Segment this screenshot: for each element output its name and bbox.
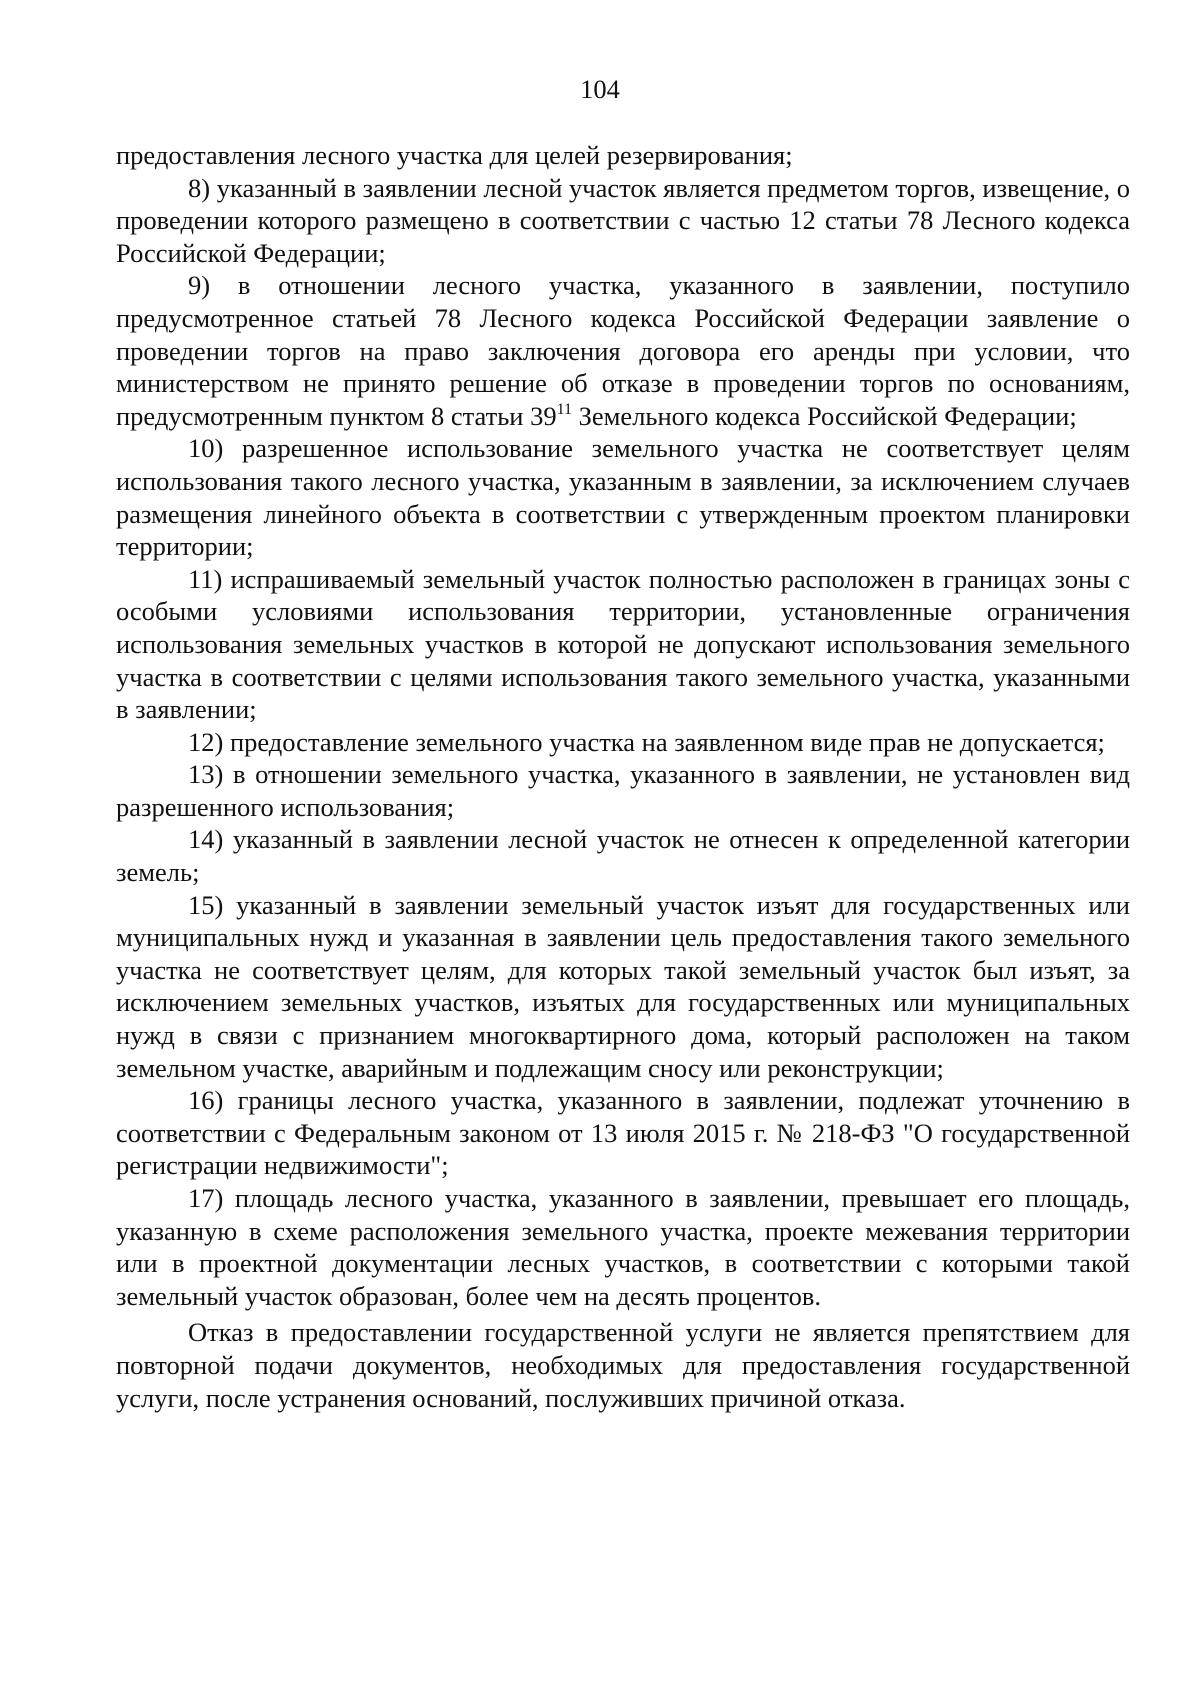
paragraph-item-17: 17) площадь лесного участка, указанного в заявлении, превышает его площадь, указанную в схеме расположения земельного участка, проекте межевания территории или в проектной документации лесных участков, в соответствии с которыми такой земельный участок образован, более чем на десять процентов. [116, 1183, 1130, 1311]
paragraph-item-16: 16) границы лесного участка, указанного в заявлении, подлежат уточнению в соответствии с Федеральным законом от 13 июля 2015 г. № 218-ФЗ "О государственной регистрации недвижимости"; [116, 1085, 1130, 1181]
page-number: 104 [580, 74, 620, 104]
document-body [116, 139, 1130, 1414]
paragraph-item-11: 11) испрашиваемый земельный участок полностью расположен в границах зоны с особыми условиями использования территории, установленные ограничения использования земельных участков в которой не допускают использования земельного участка в соответствии с целями использования такого земельного участка, указанными в заявлении; [116, 563, 1130, 725]
paragraph-item-9-text-start: 9) в отношении лесного участка, указанного в заявлении, поступило предусмотренное статьей 78 Лесного кодекса Российской Федерации заявление о проведении торгов на право заключения договора его аренды при условии, что министерством не принято решение об отказе в проведении торгов по основаниям, предусмотренным пунктом 8 статьи 39 [116, 270, 1130, 431]
paragraph-item-9-text-end: Земельного кодекса Российской Федерации; [572, 400, 1077, 431]
paragraph-item-14: 14) указанный в заявлении лесной участок не отнесен к определенной категории земель; [116, 824, 1130, 888]
paragraph-item-8: 8) указанный в заявлении лесной участок является предметом торгов, извещение, о проведении которого размещено в соответствии с частью 12 статьи 78 Лесного кодекса Российской Федерации; [116, 172, 1130, 268]
paragraph-item-9 [116, 269, 1130, 432]
paragraph-continuation: предоставления лесного участка для целей резервирования; [116, 140, 793, 170]
paragraph-item-13: 13) в отношении земельного участка, указанного в заявлении, не установлен вид разрешенного использования; [116, 759, 1130, 822]
paragraph-item-10: 10) разрешенное использование земельного участка не соответствует целям использования такого лесного участка, указанным в заявлении, за исключением случаев размещения линейного объекта в соответствии с утвержденным проектом планировки территории; [116, 433, 1130, 562]
paragraph-item-15: 15) указанный в заявлении земельный участок изъят для государственных или муниципальных нужд и указанная в заявлении цель предоставления такого земельного участка не соответствует целям, для которых такой земельный участок был изъят, за исключением земельных участков, изъятых для государственных или муниципальных нужд в связи с признанием многоквартирного дома, который расположен на таком земельном участке, аварийным и подлежащим сносу или реконструкции; [116, 889, 1130, 1083]
paragraph-final: Отказ в предоставлении государственной услуги не является препятствием для повторной подачи документов, необходимых для предоставления государственной услуги, после устранения оснований, послуживших причиной отказа. [116, 1317, 1130, 1413]
paragraph-item-12: 12) предоставление земельного участка на заявленном виде прав не допускается; [188, 726, 1105, 757]
article-superscript: 11 [556, 400, 572, 418]
